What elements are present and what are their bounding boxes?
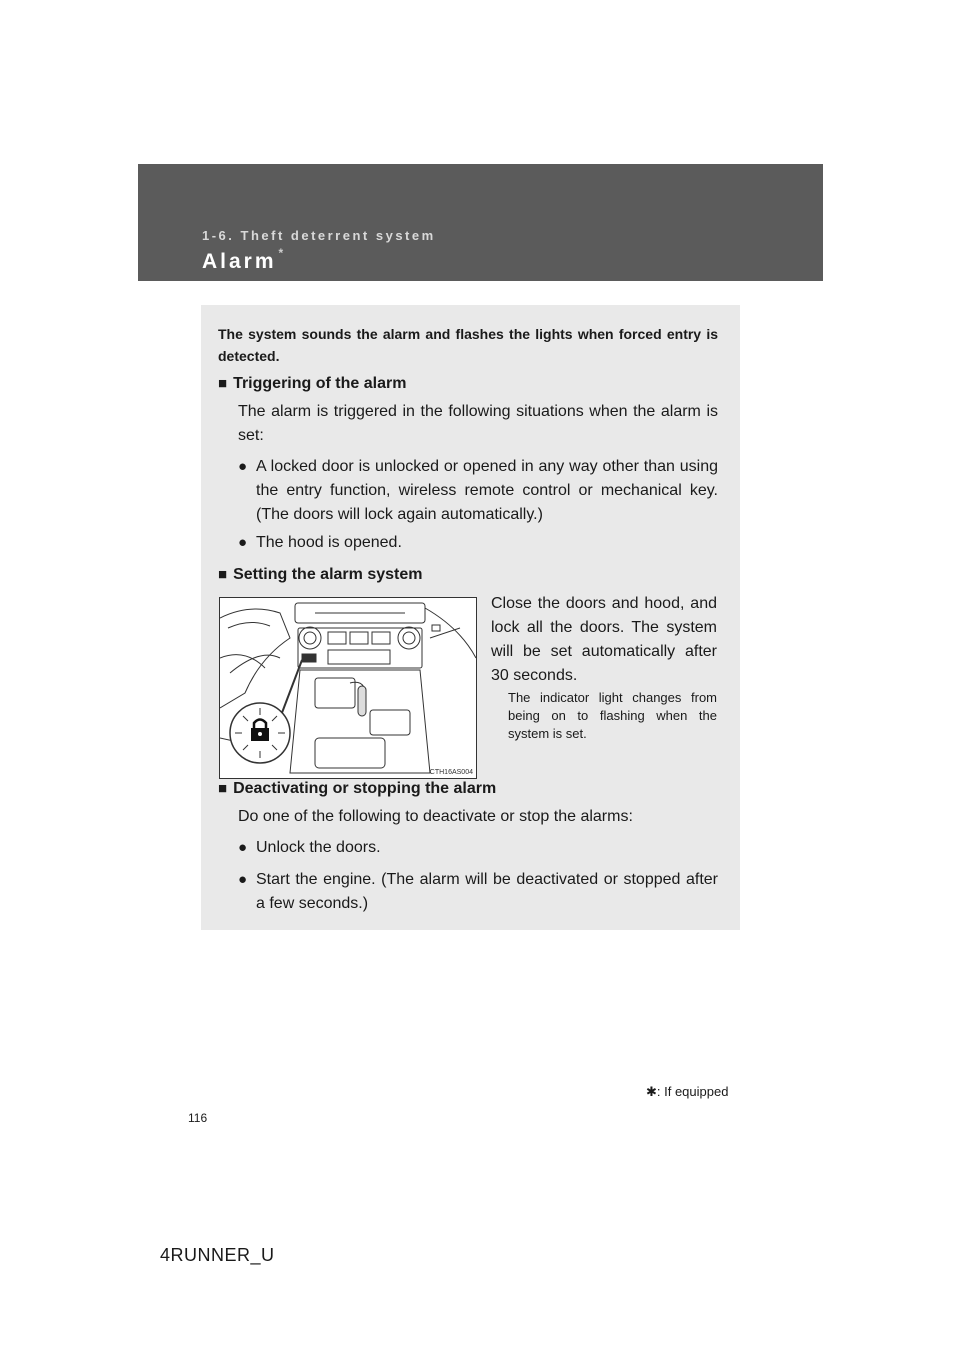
page-number: 116: [188, 1111, 208, 1125]
dashboard-illustration-svg: [220, 598, 476, 778]
heading-deactivating-label: Deactivating or stopping the alarm: [233, 780, 497, 797]
content-box: [201, 305, 740, 930]
section-label: 1-6. Theft deterrent system: [202, 228, 436, 243]
bullet-dot-icon: ●: [238, 871, 248, 888]
bullet-dot-icon: ●: [238, 839, 248, 856]
heading-square-icon: ■: [218, 780, 228, 797]
setting-text: Close the doors and hood, and lock all the doors. The system will be set automatically after 30 seconds.: [491, 595, 717, 684]
bullet-text: Start the engine. (The alarm will be deactivated or stopped after a few seconds.): [256, 871, 718, 912]
bullet-dot-icon: ●: [238, 458, 248, 475]
heading-square-icon: ■: [218, 566, 228, 583]
heading-setting-label: Setting the alarm system: [233, 566, 423, 583]
heading-triggering: [218, 375, 406, 393]
bullet-dot-icon: ●: [238, 534, 248, 551]
title-text: Alarm: [202, 250, 277, 273]
bullet-text: Unlock the doors.: [256, 839, 381, 856]
heading-setting: [218, 566, 422, 584]
intro-text: The system sounds the alarm and flashes the lights when forced entry is detected.: [218, 326, 718, 364]
bullet-text: The hood is opened.: [256, 534, 402, 551]
page-title: [202, 246, 286, 274]
setting-note: The indicator light changes from being on to flashing when the system is set.: [508, 690, 717, 741]
if-equipped-mark: *: [278, 246, 287, 260]
deactivating-bullet-2: [238, 868, 718, 916]
header-bar: [138, 164, 823, 281]
deactivating-text: Do one of the following to deactivate or stop the alarms:: [238, 808, 633, 825]
figure-code: CTH16AS004: [429, 769, 473, 776]
triggering-bullet-2: [238, 531, 718, 555]
model-code: 4RUNNER_U: [160, 1245, 275, 1265]
heading-deactivating: [218, 780, 496, 798]
heading-square-icon: ■: [218, 375, 228, 392]
dashboard-illustration: [219, 597, 477, 779]
heading-triggering-label: Triggering of the alarm: [233, 375, 407, 392]
deactivating-bullet-1: [238, 836, 718, 860]
triggering-text: The alarm is triggered in the following situations when the alarm is set:: [238, 403, 718, 444]
triggering-bullet-1: [238, 455, 718, 527]
footnote: ✱: If equipped: [646, 1084, 729, 1099]
bullet-text: A locked door is unlocked or opened in any way other than using the entry function, wireless remote control or mechanical key. (The doors will lock again automatically.): [256, 458, 718, 523]
